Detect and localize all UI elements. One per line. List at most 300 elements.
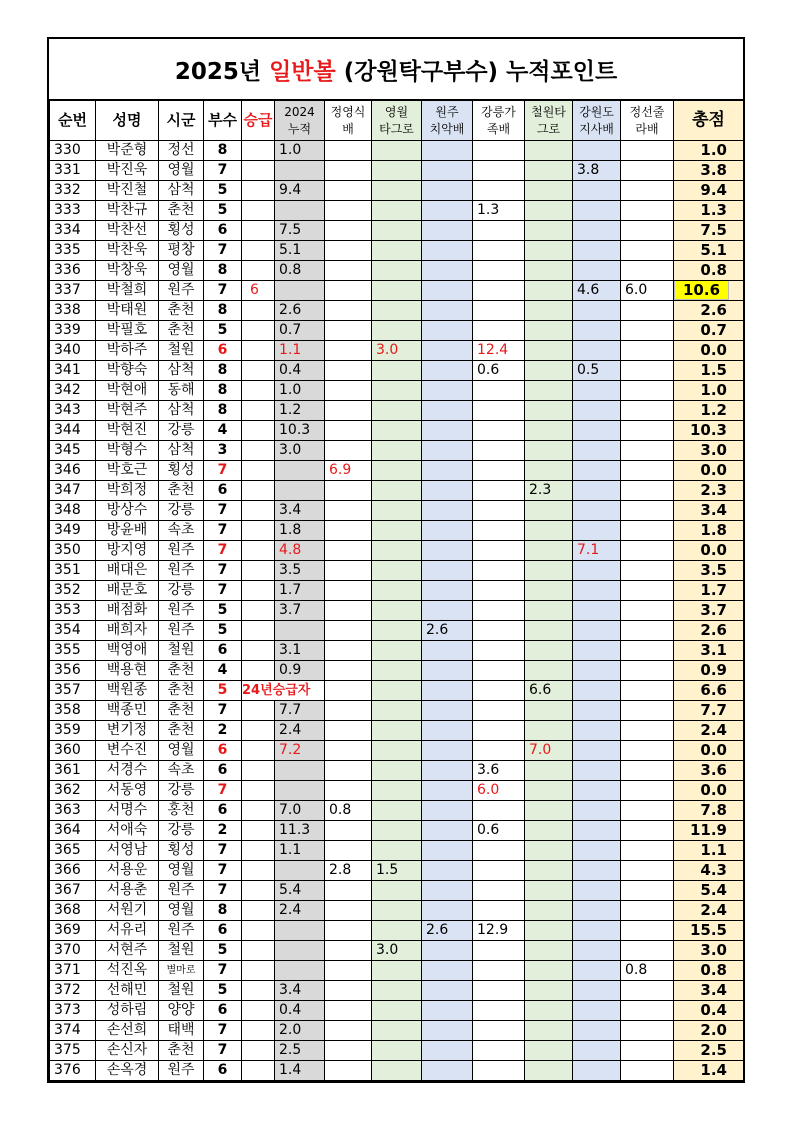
cell-jy (325, 961, 372, 981)
cell-no: 365 (50, 841, 96, 861)
cell-yw (372, 521, 422, 541)
cell-name: 박형수 (96, 441, 159, 461)
cell-accum: 1.2 (275, 401, 325, 421)
cell-city: 평창 (159, 241, 204, 261)
table-row (50, 221, 744, 241)
cell-city: 삼척 (159, 181, 204, 201)
cell-promo (242, 821, 275, 841)
cell-jy (325, 881, 372, 901)
cell-city: 삼척 (159, 441, 204, 461)
total-value: 7.7 (700, 701, 727, 719)
cell-promo (242, 321, 275, 341)
cell-wj (422, 601, 473, 621)
cell-div: 6 (204, 1061, 242, 1081)
cell-name: 서영남 (96, 841, 159, 861)
total-value: 1.1 (700, 841, 727, 859)
table-row (50, 721, 744, 741)
cell-js (621, 641, 674, 661)
cell-promo (242, 841, 275, 861)
cell-total (674, 981, 744, 1001)
cell-name: 서유리 (96, 921, 159, 941)
cell-total (674, 1021, 744, 1041)
cell-cw (525, 841, 573, 861)
cell-name: 박현애 (96, 381, 159, 401)
total-value: 1.8 (700, 521, 727, 539)
cell-js (621, 181, 674, 201)
cell-total (674, 561, 744, 581)
cell-yw (372, 901, 422, 921)
cell-no: 330 (50, 141, 96, 161)
cell-gn (473, 561, 525, 581)
total-value: 9.4 (700, 181, 727, 199)
cell-div: 8 (204, 141, 242, 161)
cell-promo (242, 1041, 275, 1061)
cell-total (674, 441, 744, 461)
cell-gd (573, 661, 621, 681)
cell-total (674, 221, 744, 241)
cell-name: 성하림 (96, 1001, 159, 1021)
cell-total (674, 861, 744, 881)
cell-gd (573, 341, 621, 361)
cell-accum: 7.5 (275, 221, 325, 241)
cell-gd (573, 1041, 621, 1061)
table-row (50, 661, 744, 681)
table-row (50, 681, 744, 701)
cell-name: 손옥경 (96, 1061, 159, 1081)
cell-div: 7 (204, 281, 242, 301)
cell-total (674, 901, 744, 921)
cell-no: 339 (50, 321, 96, 341)
cell-div: 5 (204, 201, 242, 221)
cell-name: 박찬욱 (96, 241, 159, 261)
cell-gn: 12.4 (473, 341, 525, 361)
cell-jy (325, 841, 372, 861)
cell-total (674, 661, 744, 681)
cell-wj (422, 701, 473, 721)
cell-gn (473, 721, 525, 741)
cell-gn (473, 701, 525, 721)
cell-total (674, 741, 744, 761)
total-value: 7.8 (700, 801, 727, 819)
total-value: 1.5 (700, 361, 727, 379)
cell-jy (325, 981, 372, 1001)
cell-jy (325, 481, 372, 501)
header-gn: 강릉가 족배 (473, 101, 525, 141)
cell-name: 방윤배 (96, 521, 159, 541)
cell-name: 손신자 (96, 1041, 159, 1061)
cell-yw (372, 241, 422, 261)
cell-promo (242, 701, 275, 721)
cell-gn (473, 1041, 525, 1061)
cell-gn (473, 381, 525, 401)
cell-gd (573, 921, 621, 941)
cell-total (674, 341, 744, 361)
cell-wj (422, 1061, 473, 1081)
cell-gn (473, 861, 525, 881)
cell-gd (573, 1021, 621, 1041)
table-row (50, 821, 744, 841)
cell-yw: 3.0 (372, 941, 422, 961)
cell-total (674, 381, 744, 401)
cell-accum (275, 161, 325, 181)
cell-cw (525, 161, 573, 181)
cell-no: 342 (50, 381, 96, 401)
cell-yw (372, 881, 422, 901)
cell-jy (325, 421, 372, 441)
cell-yw (372, 641, 422, 661)
cell-cw (525, 721, 573, 741)
total-value: 0.4 (700, 1001, 727, 1019)
table-row (50, 641, 744, 661)
cell-accum: 3.0 (275, 441, 325, 461)
cell-wj (422, 721, 473, 741)
cell-promo (242, 741, 275, 761)
cell-jy (325, 621, 372, 641)
cell-js (621, 881, 674, 901)
cell-city: 강릉 (159, 821, 204, 841)
cell-div: 7 (204, 961, 242, 981)
total-value: 3.5 (700, 561, 727, 579)
table-row (50, 1001, 744, 1021)
cell-promo (242, 341, 275, 361)
cell-jy (325, 1001, 372, 1021)
cell-total (674, 781, 744, 801)
cell-yw (372, 381, 422, 401)
cell-promo (242, 521, 275, 541)
cell-promo (242, 541, 275, 561)
cell-gd (573, 381, 621, 401)
cell-yw (372, 1061, 422, 1081)
cell-no: 361 (50, 761, 96, 781)
cell-promo (242, 561, 275, 581)
cell-city: 강릉 (159, 581, 204, 601)
cell-yw (372, 561, 422, 581)
cell-gd (573, 181, 621, 201)
cell-gn (473, 521, 525, 541)
cell-cw (525, 461, 573, 481)
cell-jy (325, 661, 372, 681)
cell-gd (573, 641, 621, 661)
cell-gn (473, 681, 525, 701)
cell-wj (422, 561, 473, 581)
header-total: 총점 (674, 101, 744, 141)
cell-promo (242, 861, 275, 881)
cell-js (621, 661, 674, 681)
cell-div: 8 (204, 901, 242, 921)
cell-name: 박태원 (96, 301, 159, 321)
cell-wj (422, 881, 473, 901)
table-row (50, 581, 744, 601)
cell-promo (242, 501, 275, 521)
total-value: 5.1 (700, 241, 727, 259)
cell-gd (573, 821, 621, 841)
cell-div: 8 (204, 381, 242, 401)
cell-gd (573, 601, 621, 621)
cell-div: 8 (204, 261, 242, 281)
cell-yw: 1.5 (372, 861, 422, 881)
cell-wj (422, 661, 473, 681)
cell-city: 원주 (159, 921, 204, 941)
cell-total (674, 881, 744, 901)
cell-no: 371 (50, 961, 96, 981)
cell-cw (525, 1001, 573, 1021)
cell-total (674, 581, 744, 601)
cell-js (621, 901, 674, 921)
total-value: 2.6 (700, 301, 727, 319)
cell-div: 6 (204, 221, 242, 241)
cell-wj (422, 241, 473, 261)
cell-total (674, 481, 744, 501)
cell-no: 375 (50, 1041, 96, 1061)
cell-jy (325, 241, 372, 261)
cell-yw (372, 181, 422, 201)
cell-js (621, 861, 674, 881)
cell-wj (422, 781, 473, 801)
cell-city: 별마로 (159, 961, 204, 981)
cell-accum (275, 201, 325, 221)
cell-wj: 2.6 (422, 621, 473, 641)
cell-wj (422, 181, 473, 201)
cell-div: 5 (204, 181, 242, 201)
cell-cw (525, 581, 573, 601)
cell-promo (242, 941, 275, 961)
cell-gd (573, 941, 621, 961)
cell-promo (242, 381, 275, 401)
cell-gd (573, 581, 621, 601)
cell-cw (525, 641, 573, 661)
cell-name: 박현진 (96, 421, 159, 441)
cell-accum: 3.4 (275, 981, 325, 1001)
cell-name: 배대은 (96, 561, 159, 581)
cell-accum (275, 941, 325, 961)
cell-accum (275, 481, 325, 501)
cell-div: 7 (204, 781, 242, 801)
cell-total (674, 701, 744, 721)
cell-jy (325, 361, 372, 381)
cell-jy (325, 261, 372, 281)
cell-yw (372, 501, 422, 521)
cell-gd (573, 861, 621, 881)
cell-total (674, 201, 744, 221)
cell-total (674, 1041, 744, 1061)
cell-jy (325, 1021, 372, 1041)
cell-div: 7 (204, 241, 242, 261)
cell-gn: 6.0 (473, 781, 525, 801)
table-row (50, 521, 744, 541)
cell-gd: 7.1 (573, 541, 621, 561)
table-row (50, 261, 744, 281)
cell-accum: 1.0 (275, 381, 325, 401)
table-row (50, 341, 744, 361)
cell-accum: 1.4 (275, 1061, 325, 1081)
cell-js (621, 681, 674, 701)
cell-yw (372, 221, 422, 241)
table-row (50, 921, 744, 941)
cell-no: 336 (50, 261, 96, 281)
cell-cw (525, 881, 573, 901)
cell-js (621, 1001, 674, 1021)
table-row (50, 501, 744, 521)
cell-wj (422, 981, 473, 1001)
cell-no: 363 (50, 801, 96, 821)
cell-yw (372, 441, 422, 461)
cell-yw (372, 1021, 422, 1041)
cell-gd (573, 141, 621, 161)
cell-no: 376 (50, 1061, 96, 1081)
cell-jy (325, 821, 372, 841)
cell-wj (422, 481, 473, 501)
cell-yw (372, 1041, 422, 1061)
cell-name: 배희자 (96, 621, 159, 641)
cell-div: 3 (204, 441, 242, 461)
cell-promo (242, 241, 275, 261)
cell-city: 춘천 (159, 701, 204, 721)
cell-accum: 0.4 (275, 361, 325, 381)
cell-name: 서원기 (96, 901, 159, 921)
cell-jy (325, 161, 372, 181)
total-value: 11.9 (689, 821, 727, 839)
cell-cw (525, 1041, 573, 1061)
cell-gn (473, 461, 525, 481)
cell-cw (525, 261, 573, 281)
cell-city: 횡성 (159, 461, 204, 481)
cell-cw (525, 1021, 573, 1041)
cell-total (674, 141, 744, 161)
cell-jy (325, 761, 372, 781)
total-value: 3.6 (700, 761, 727, 779)
cell-city: 원주 (159, 1061, 204, 1081)
cell-gd (573, 1001, 621, 1021)
cell-yw (372, 721, 422, 741)
cell-gd (573, 261, 621, 281)
cell-no: 348 (50, 501, 96, 521)
cell-total (674, 321, 744, 341)
cell-gn (473, 1021, 525, 1041)
cell-no: 332 (50, 181, 96, 201)
cell-js (621, 261, 674, 281)
cell-no: 359 (50, 721, 96, 741)
cell-wj: 2.6 (422, 921, 473, 941)
header-gd: 강원도 지사배 (573, 101, 621, 141)
total-value: 0.8 (700, 961, 727, 979)
cell-js (621, 921, 674, 941)
cell-yw (372, 461, 422, 481)
cell-promo (242, 801, 275, 821)
cell-gd (573, 561, 621, 581)
cell-yw (372, 761, 422, 781)
cell-city: 춘천 (159, 201, 204, 221)
cell-accum: 0.9 (275, 661, 325, 681)
cell-promo (242, 201, 275, 221)
cell-js (621, 821, 674, 841)
cell-city: 강릉 (159, 421, 204, 441)
cell-wj (422, 321, 473, 341)
cell-city: 횡성 (159, 221, 204, 241)
cell-no: 337 (50, 281, 96, 301)
cell-name: 서현주 (96, 941, 159, 961)
cell-no: 350 (50, 541, 96, 561)
cell-gn (473, 581, 525, 601)
cell-yw: 3.0 (372, 341, 422, 361)
cell-gn (473, 181, 525, 201)
cell-gn (473, 961, 525, 981)
cell-div: 7 (204, 1041, 242, 1061)
cell-gd (573, 841, 621, 861)
cell-gd (573, 201, 621, 221)
cell-wj (422, 961, 473, 981)
cell-city: 철원 (159, 341, 204, 361)
cell-accum: 1.7 (275, 581, 325, 601)
table-row (50, 981, 744, 1001)
cell-yw (372, 601, 422, 621)
cell-yw (372, 741, 422, 761)
cell-name: 박창욱 (96, 261, 159, 281)
total-value: 10.3 (689, 421, 727, 439)
cell-gn (473, 941, 525, 961)
cell-jy (325, 301, 372, 321)
cell-js (621, 341, 674, 361)
cell-no: 341 (50, 361, 96, 381)
cell-gn (473, 741, 525, 761)
cell-gn (473, 321, 525, 341)
header-jy: 정영식 배 (325, 101, 372, 141)
cell-cw (525, 201, 573, 221)
cell-name: 백원종 (96, 681, 159, 701)
cell-city: 홍천 (159, 801, 204, 821)
cell-promo (242, 1021, 275, 1041)
cell-div: 6 (204, 801, 242, 821)
cell-accum: 7.2 (275, 741, 325, 761)
cell-accum: 2.5 (275, 1041, 325, 1061)
cell-wj (422, 381, 473, 401)
table-row (50, 441, 744, 461)
cell-cw (525, 961, 573, 981)
cell-name: 박찬규 (96, 201, 159, 221)
cell-total (674, 361, 744, 381)
cell-name: 서용춘 (96, 881, 159, 901)
cell-yw (372, 261, 422, 281)
cell-accum: 5.4 (275, 881, 325, 901)
cell-jy (325, 141, 372, 161)
cell-jy (325, 781, 372, 801)
cell-gd (573, 901, 621, 921)
cell-jy (325, 641, 372, 661)
cell-no: 351 (50, 561, 96, 581)
cell-city: 양양 (159, 1001, 204, 1021)
cell-wj (422, 641, 473, 661)
cell-total (674, 601, 744, 621)
cell-promo (242, 581, 275, 601)
cell-div: 6 (204, 1001, 242, 1021)
cell-gn (473, 881, 525, 901)
cell-js (621, 581, 674, 601)
cell-js (621, 221, 674, 241)
total-value: 1.3 (700, 201, 727, 219)
cell-accum: 0.8 (275, 261, 325, 281)
cell-div: 7 (204, 161, 242, 181)
cell-jy (325, 341, 372, 361)
table-row (50, 481, 744, 501)
cell-no: 334 (50, 221, 96, 241)
cell-yw (372, 481, 422, 501)
table-row (50, 701, 744, 721)
cell-gn (473, 161, 525, 181)
cell-gn (473, 541, 525, 561)
points-table (49, 100, 744, 1081)
cell-div: 5 (204, 321, 242, 341)
cell-wj (422, 521, 473, 541)
cell-promo (242, 641, 275, 661)
